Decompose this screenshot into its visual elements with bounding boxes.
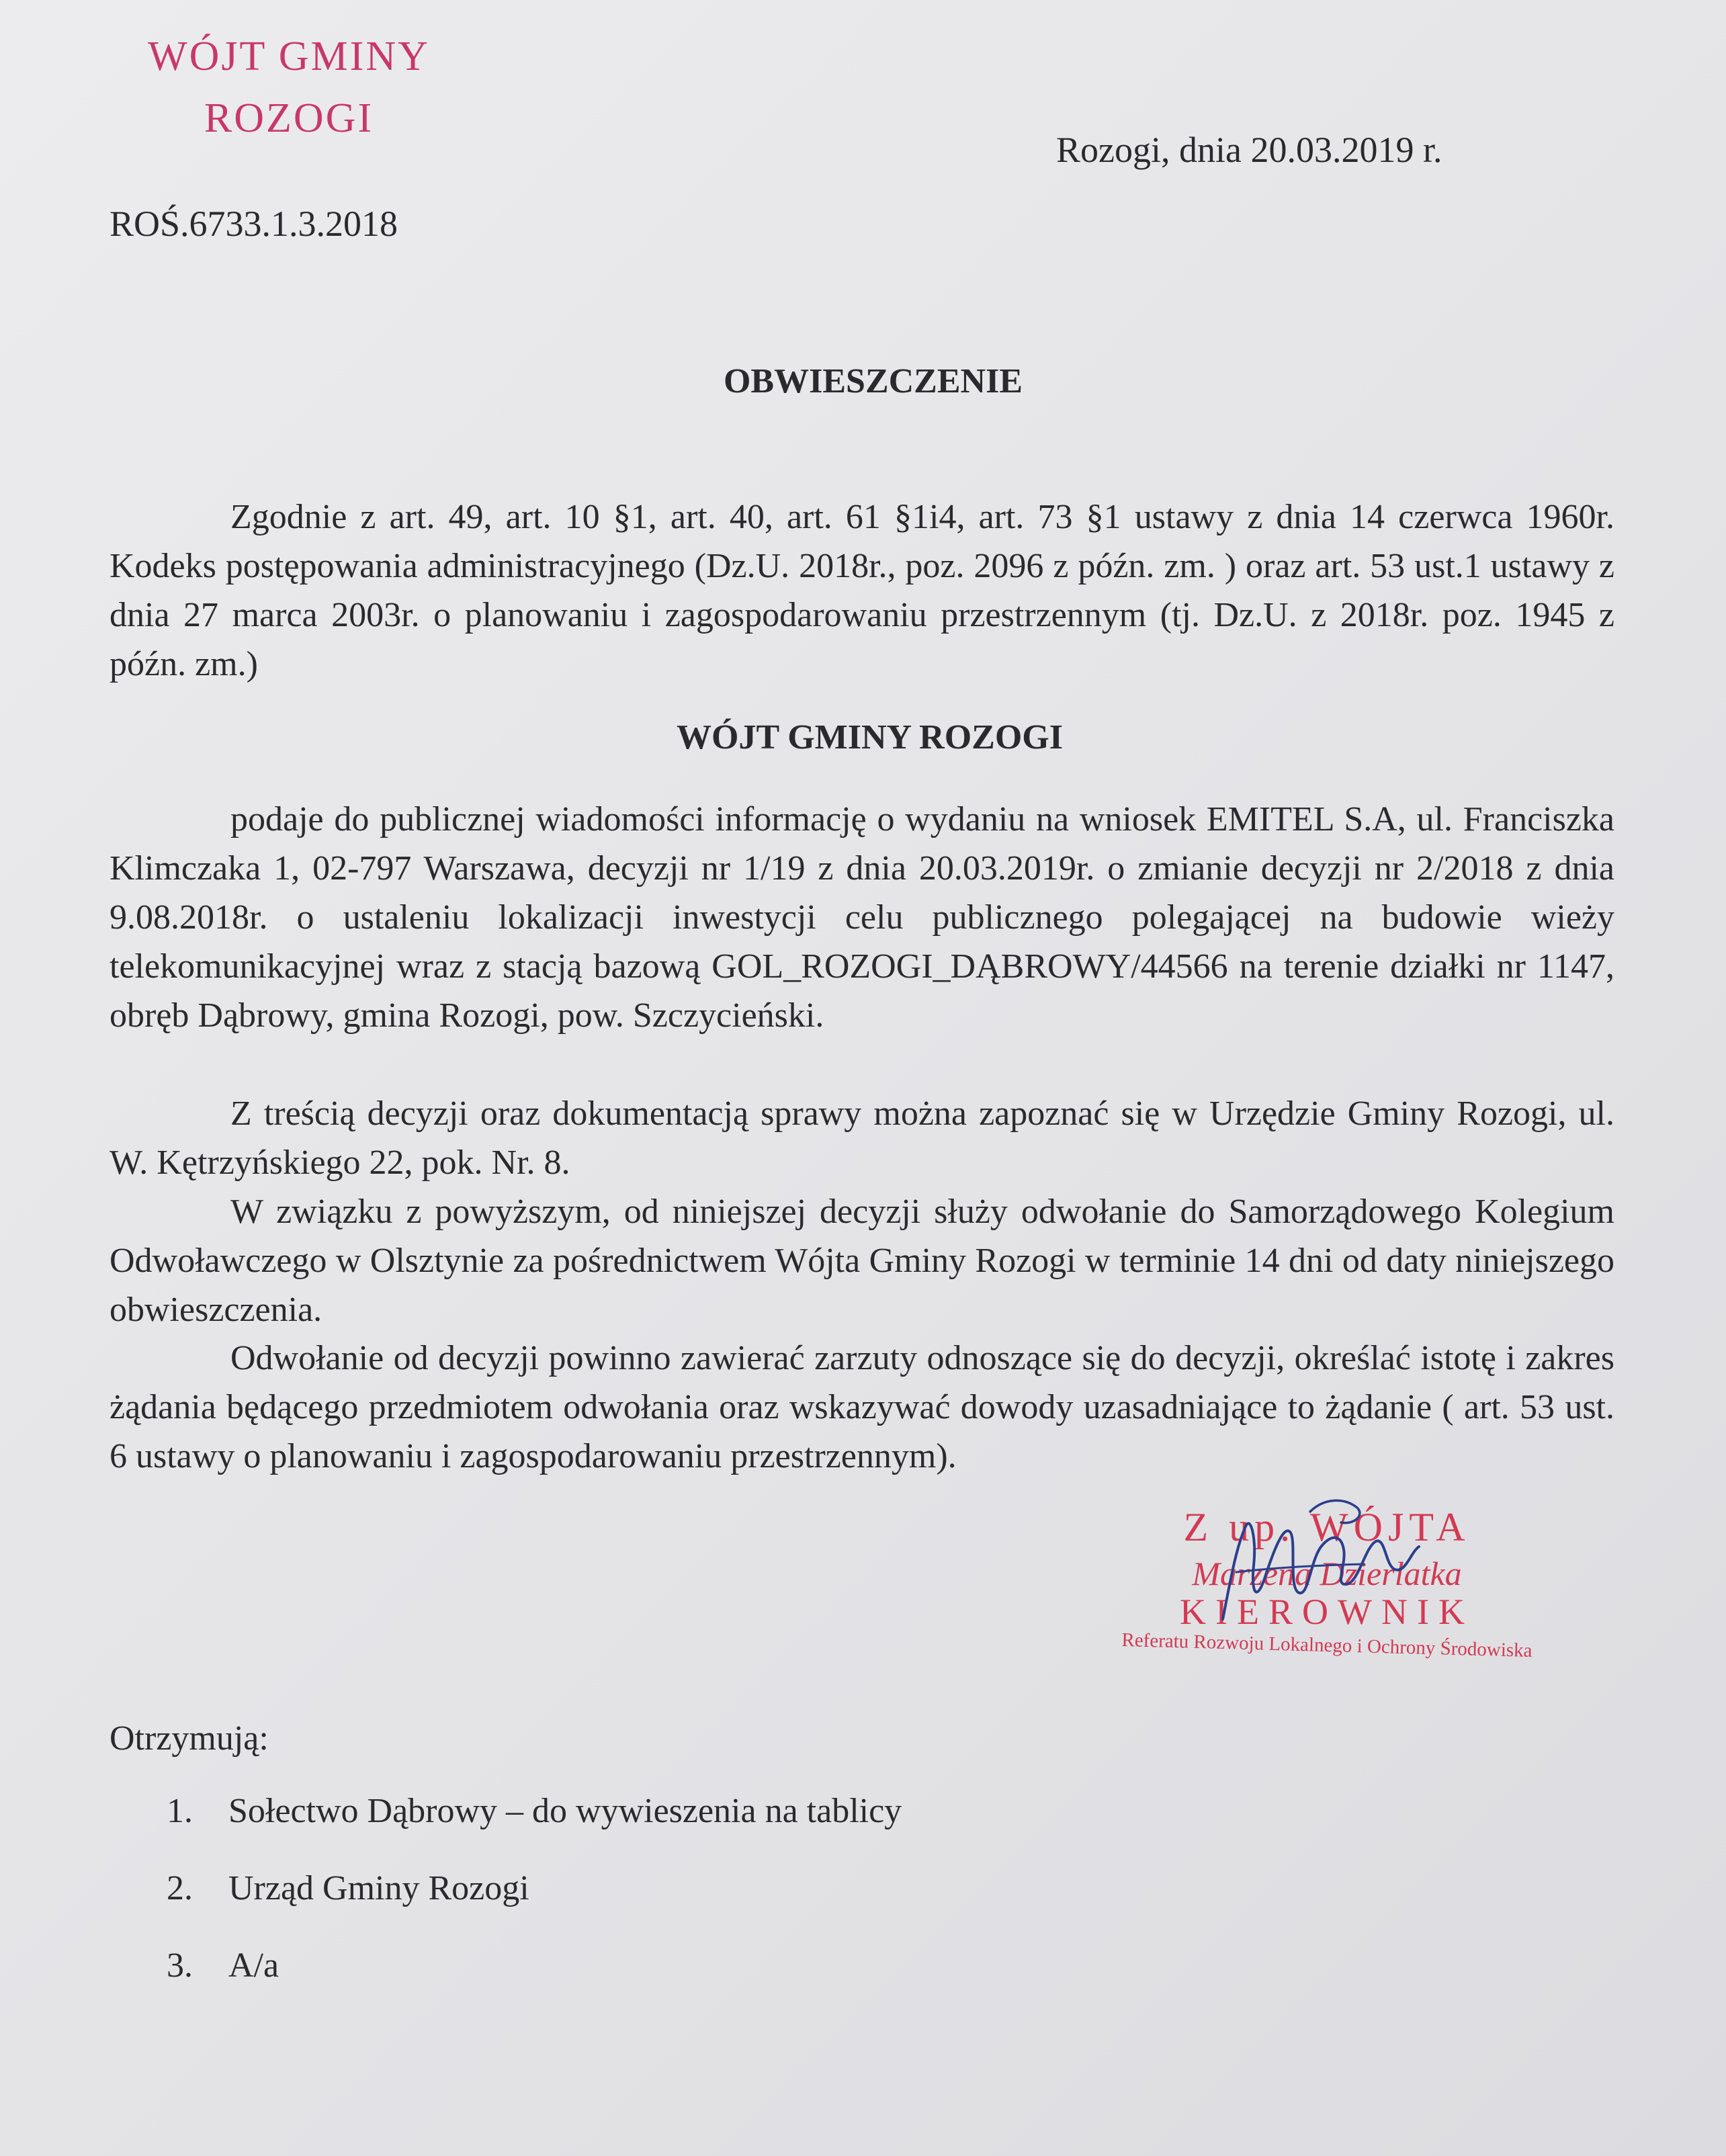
recipient-number: 2. bbox=[167, 1869, 193, 1907]
recipient-number: 1. bbox=[167, 1792, 193, 1830]
body-paragraph bbox=[110, 1334, 1614, 1481]
body-paragraph bbox=[110, 1187, 1614, 1334]
signature-stamp-line4: Referatu Rozwoju Lokalnego i Ochrony Środowiska bbox=[1121, 1629, 1533, 1662]
date-line: Rozogi, dnia 20.03.2019 r. bbox=[1056, 130, 1442, 170]
handwritten-signature bbox=[1209, 1485, 1438, 1639]
authority-heading: WÓJT GMINY ROZOGI bbox=[677, 718, 1063, 757]
recipient-item bbox=[167, 1868, 529, 1908]
document-title: OBWIESZCZENIE bbox=[723, 362, 1023, 400]
signature-stamp-line1: Z up. WÓJTA bbox=[1183, 1505, 1471, 1549]
recipient-text: A/a bbox=[228, 1946, 279, 1985]
recipients-label: Otrzymują: bbox=[110, 1719, 269, 1758]
intro-paragraph bbox=[110, 492, 1614, 689]
header-stamp-line2: ROZOGI bbox=[204, 95, 374, 141]
recipient-text: Sołectwo Dąbrowy – do wywieszenia na tablicy bbox=[228, 1792, 902, 1830]
reference-number: ROŚ.6733.1.3.2018 bbox=[110, 204, 398, 244]
header-stamp-line1: WÓJT GMINY bbox=[148, 34, 430, 79]
recipient-text: Urząd Gminy Rozogi bbox=[228, 1869, 529, 1907]
signature-stamp-line3: KIEROWNIK bbox=[1180, 1592, 1474, 1632]
recipient-item bbox=[167, 1946, 279, 1985]
body-paragraph-text: Odwołanie od decyzji powinno zawierać zarzuty odnoszące się do decyzji, określać istotę i zakres żądania będącego przedmiotem odwołania oraz wskazywać dowody uzasadniające to żądanie ( art. 53 ust. 6 ustawy o planowaniu i zagospodarowaniu przestrzennym). bbox=[110, 1339, 1614, 1475]
body-paragraph bbox=[110, 795, 1614, 1040]
body-paragraph-text: podaje do publicznej wiadomości informację o wydaniu na wniosek EMITEL S.A, ul. Franciszka Klimczaka 1, 02-797 Warszawa, decyzji nr 1/19 z dnia 20.03.2019r. o zmianie decyzji nr 2/2018 z dnia 9.08.2018r. o ustaleniu lokalizacji inwestycji celu publicznego polegającej na budowie wieży telekomunikacyjnej wraz z stacją bazową GOL_ROZOGI_DĄBROWY/44566 na terenie działki nr 1147, obręb Dąbrowy, gmina Rozogi, pow. Szczycieński. bbox=[110, 800, 1614, 1035]
body-paragraph-text: W związku z powyższym, od niniejszej decyzji służy odwołanie do Samorządowego Kolegium Odwoławczego w Olsztynie za pośrednictwem Wójta Gminy Rozogi w terminie 14 dni od daty niniejszego obwieszczenia. bbox=[110, 1193, 1614, 1329]
recipient-number: 3. bbox=[167, 1946, 193, 1985]
header-stamp bbox=[107, 26, 470, 149]
body-paragraph bbox=[110, 1089, 1614, 1187]
intro-paragraph-text: Zgodnie z art. 49, art. 10 §1, art. 40, art. 61 §1i4, art. 73 §1 ustawy z dnia 14 czerwca 1960r. Kodeks postępowania administracyjnego (Dz.U. 2018r., poz. 2096 z późn. zm. ) oraz art. 53 ust.1 ustawy z dnia 27 marca 2003r. o planowaniu i zagospodarowaniu przestrzennym (tj. Dz.U. z 2018r. poz. 1945 z późn. zm.) bbox=[110, 498, 1614, 683]
body-paragraph-text: Z treścią decyzji oraz dokumentacją sprawy można zapoznać się w Urzędzie Gminy Rozogi, ul. W. Kętrzyńskiego 22, pok. Nr. 8. bbox=[110, 1094, 1614, 1182]
recipient-item bbox=[167, 1791, 902, 1831]
signature-stamp-line2: Marzena Dzierlatka bbox=[1192, 1555, 1462, 1592]
